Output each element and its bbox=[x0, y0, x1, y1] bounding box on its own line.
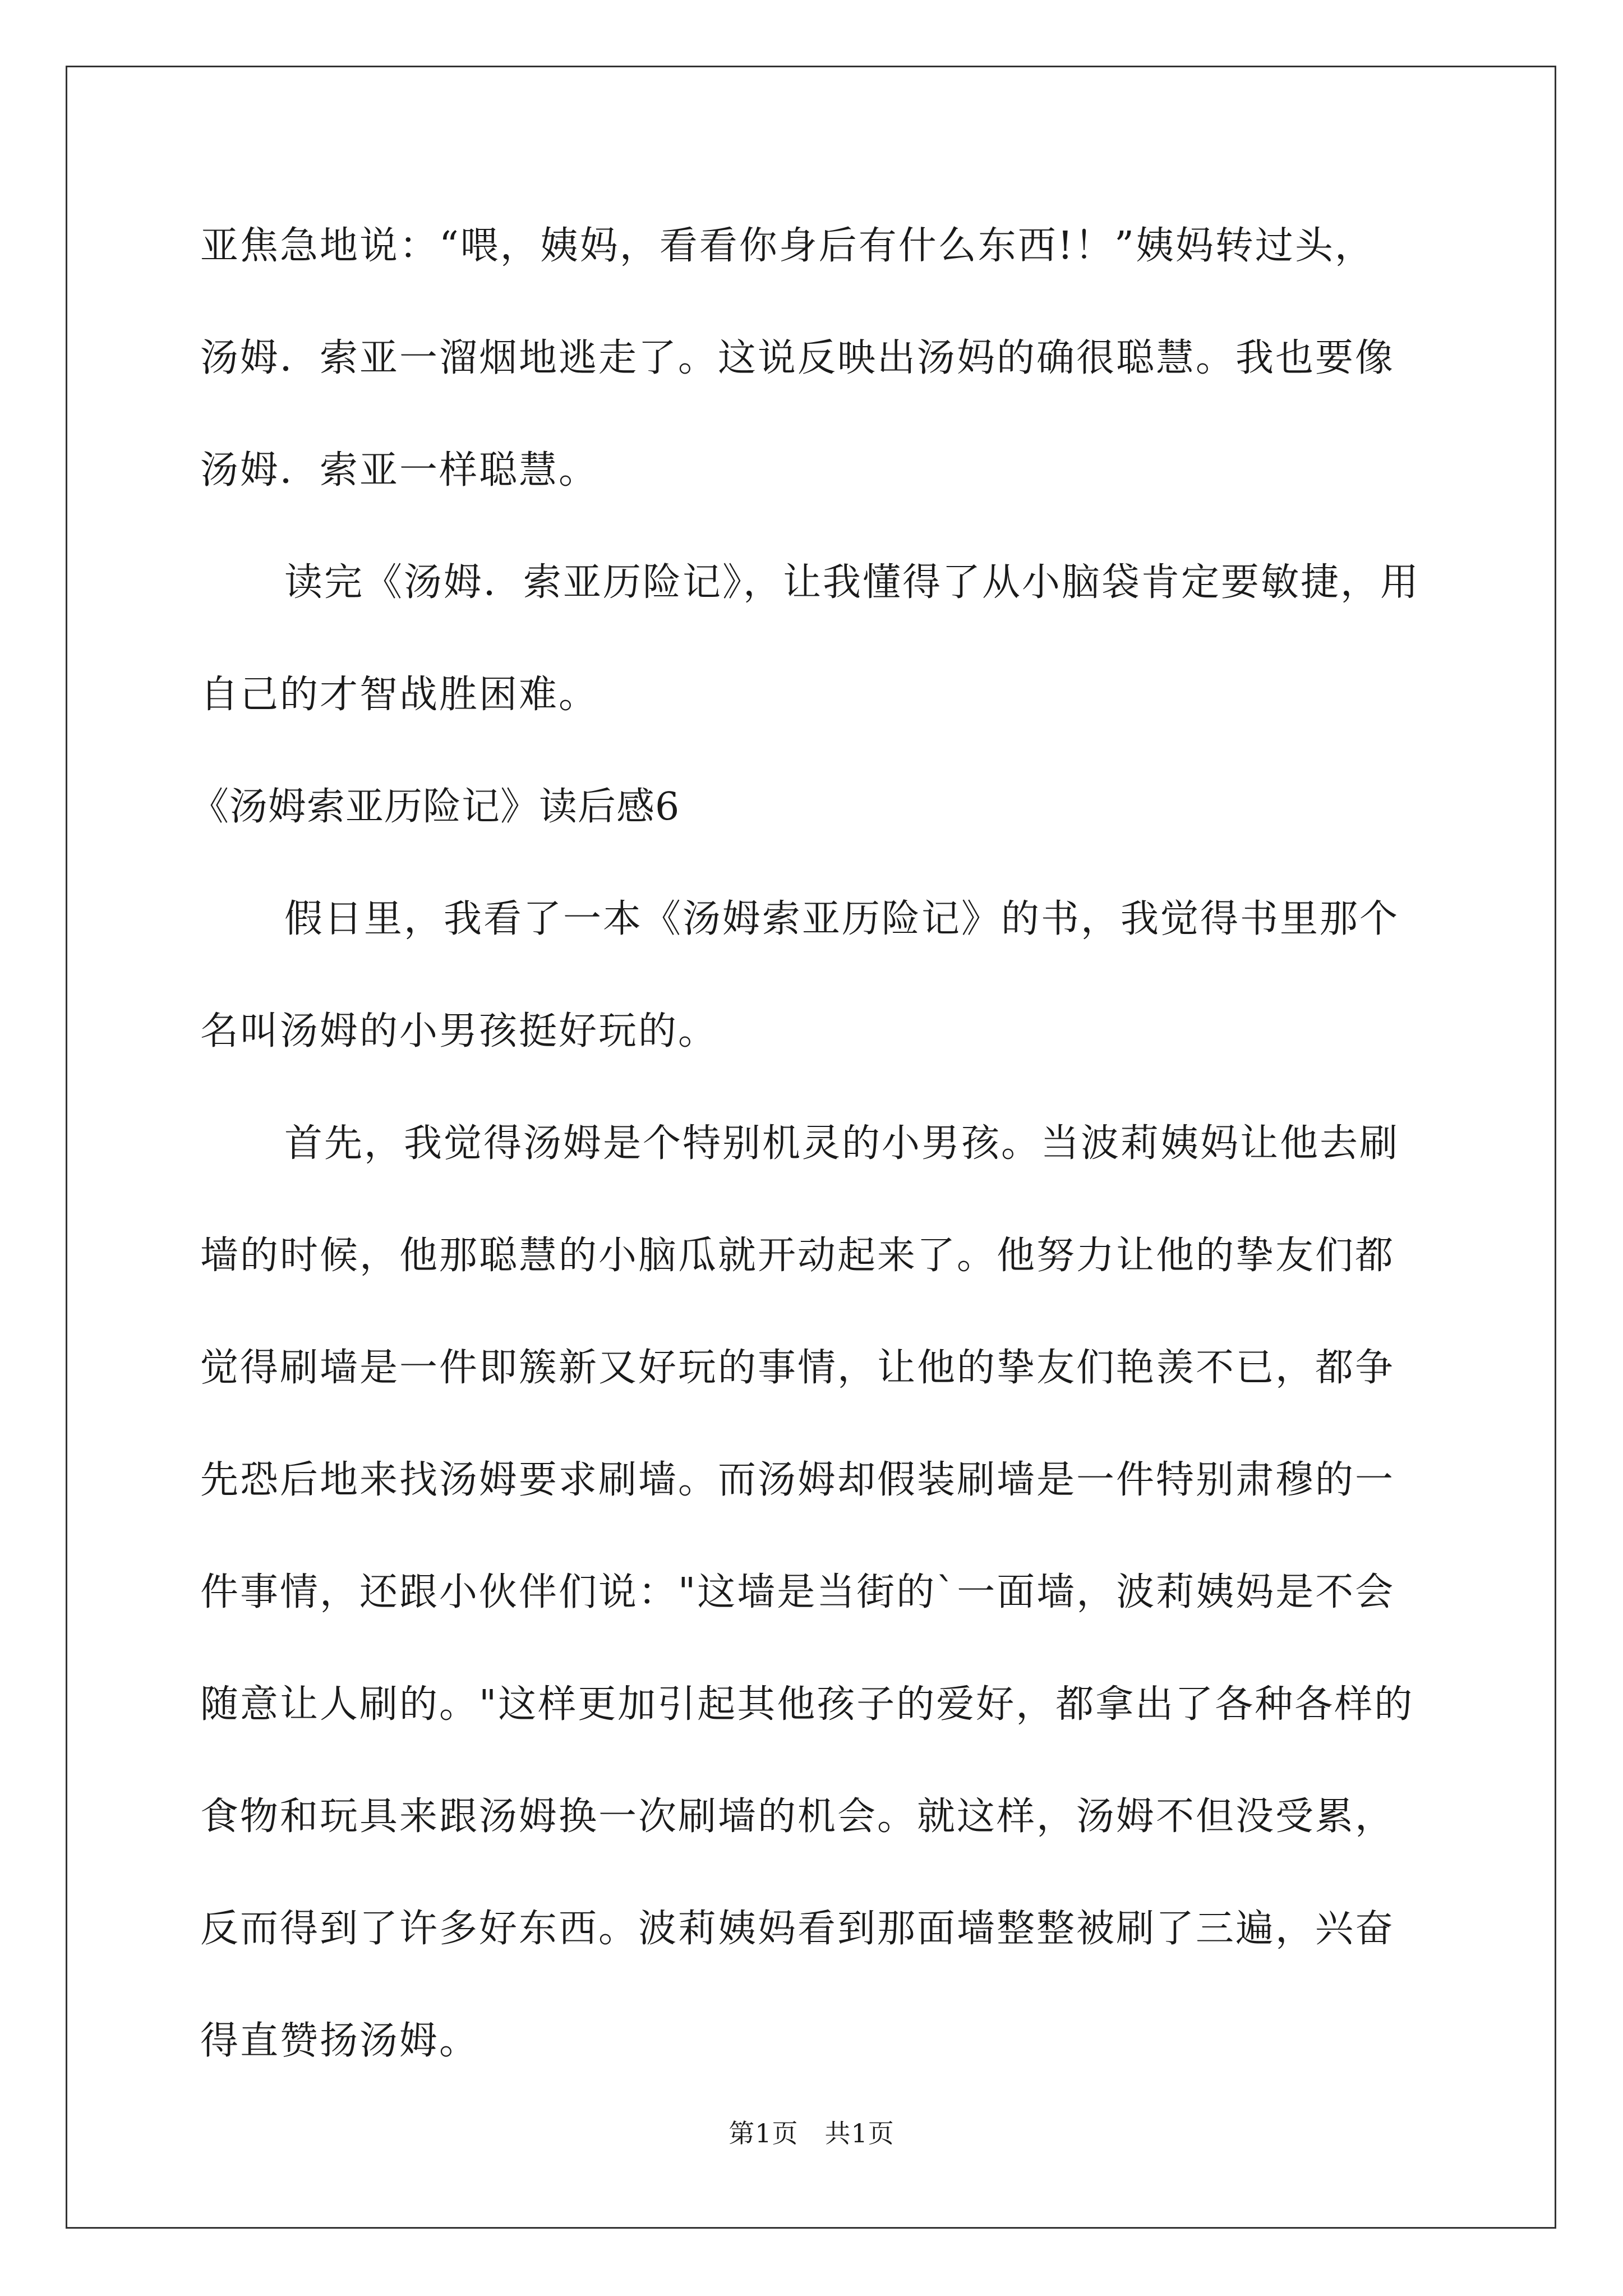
page-number-footer: 第1页 共1页 bbox=[728, 2118, 895, 2148]
body-line: 名叫汤姆的小男孩挺好玩的。 bbox=[200, 1009, 718, 1053]
body-line: 先恐后地来找汤姆要求刷墙。而汤姆却假装刷墙是一件特别肃穆的一 bbox=[200, 1458, 1395, 1502]
section-heading: 《汤姆索亚历险记》读后感6 bbox=[191, 785, 680, 829]
body-line: 自己的才智战胜困难。 bbox=[200, 673, 599, 717]
body-line: 墙的时候，他那聪慧的小脑瓜就开动起来了。他努力让他的挚友们都 bbox=[200, 1234, 1395, 1278]
body-line: 件事情，还跟小伙伴们说："这墙是当街的`一面墙，波莉姨妈是不会 bbox=[200, 1570, 1395, 1614]
body-line: 反而得到了许多好东西。波莉姨妈看到那面墙整整被刷了三遍，兴奋 bbox=[200, 1907, 1395, 1951]
body-line: 随意让人刷的。"这样更加引起其他孩子的爱好，都拿出了各种各样的 bbox=[200, 1682, 1414, 1727]
body-line: 首先，我觉得汤姆是个特别机灵的小男孩。当波莉姨妈让他去刷 bbox=[284, 1121, 1400, 1166]
body-line: 假日里，我看了一本《汤姆索亚历险记》的书，我觉得书里那个 bbox=[284, 897, 1400, 941]
body-line: 食物和玩具来跟汤姆换一次刷墙的机会。就这样，汤姆不但没受累， bbox=[200, 1795, 1395, 1839]
body-line: 亚焦急地说：“喂，姨妈，看看你身后有什么东西!！”姨妈转过头， bbox=[200, 224, 1375, 268]
body-line: 觉得刷墙是一件即簇新又好玩的事情，让他的挚友们艳羡不已，都争 bbox=[200, 1346, 1395, 1390]
body-line: 得直赞扬汤姆。 bbox=[200, 2019, 479, 2063]
body-line: 汤姆．索亚一样聪慧。 bbox=[200, 448, 599, 493]
body-line: 读完《汤姆．索亚历险记》，让我懂得了从小脑袋肯定要敏捷，用 bbox=[284, 560, 1421, 605]
body-line: 汤姆．索亚一溜烟地逃走了。这说反映出汤妈的确很聪慧。我也要像 bbox=[200, 336, 1395, 380]
